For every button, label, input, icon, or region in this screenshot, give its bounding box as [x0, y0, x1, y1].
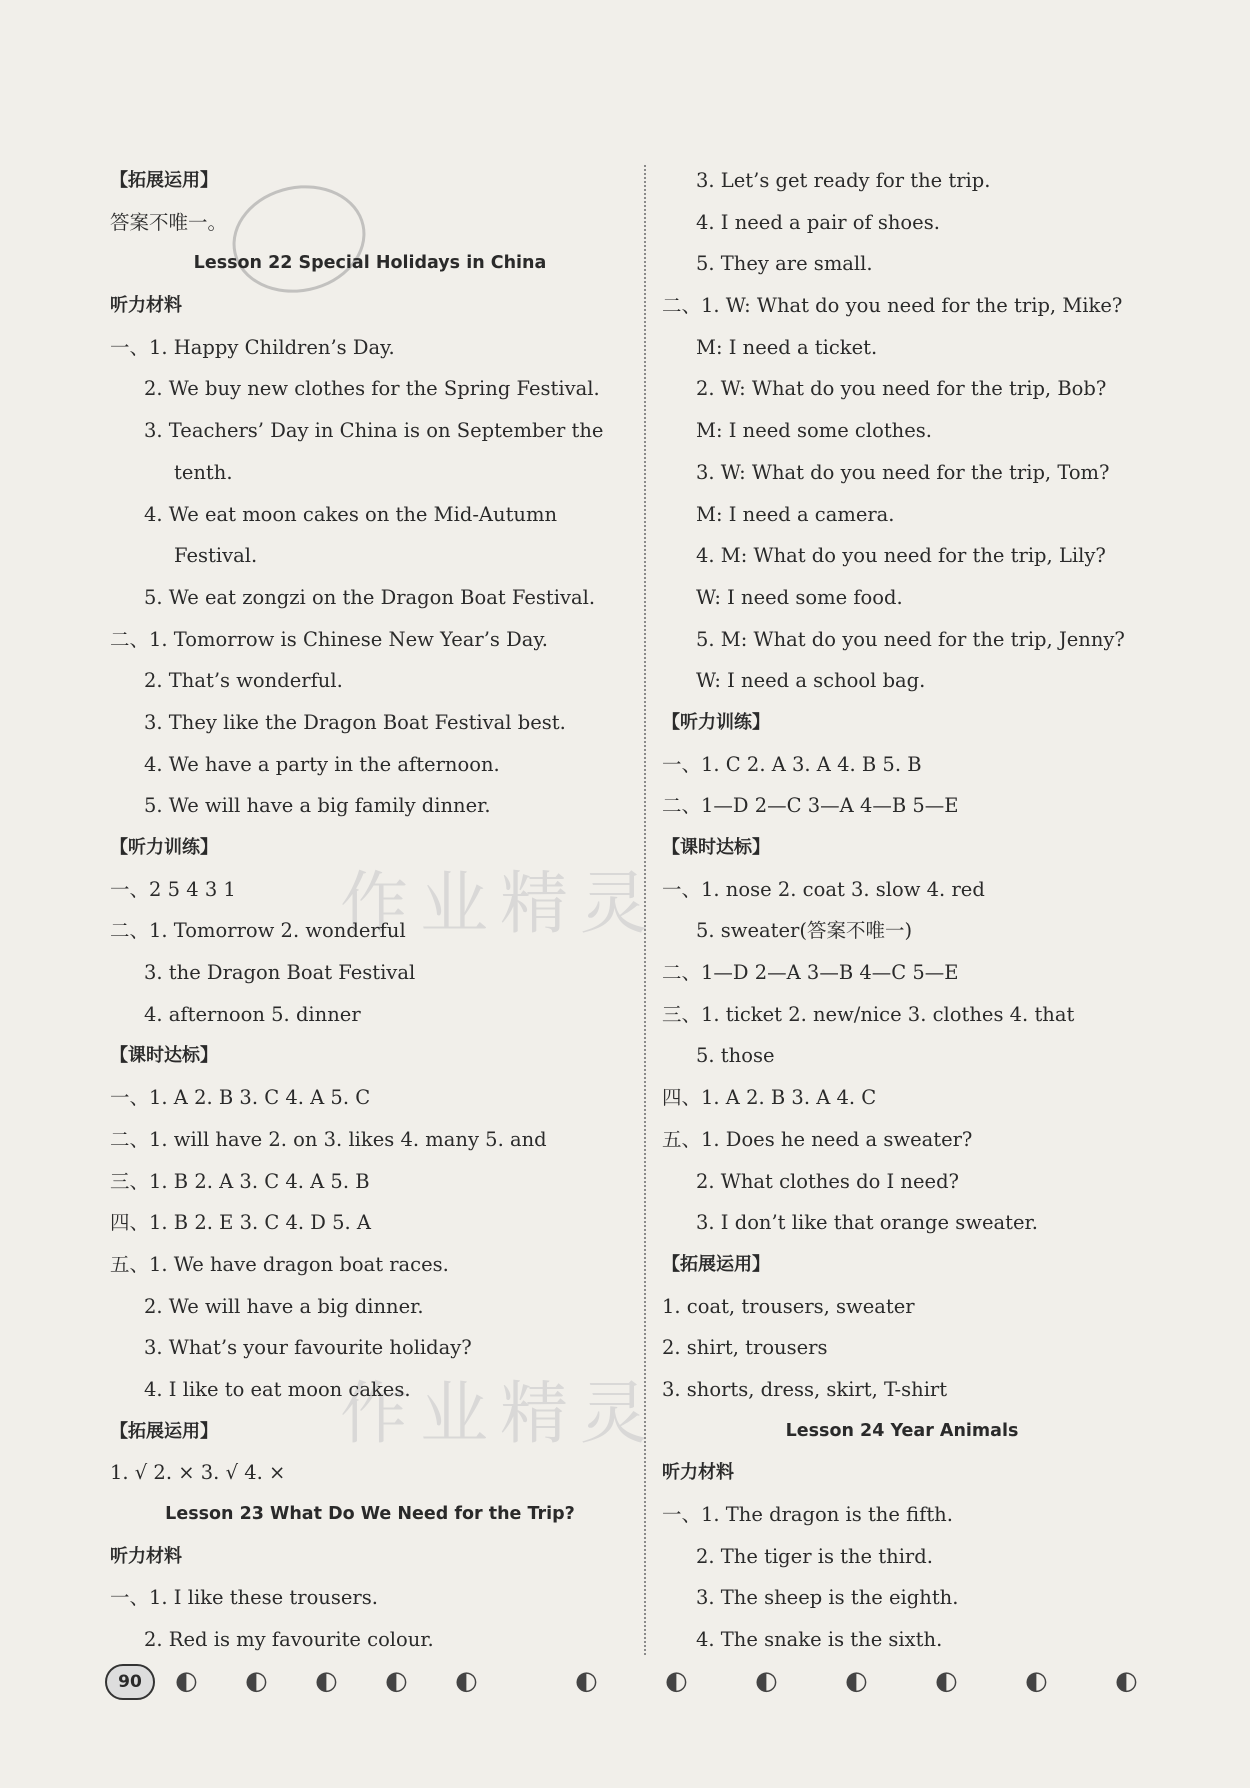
subsection-title: 听力材料: [662, 1462, 734, 1484]
right-answer-line: 5. sweater(答案不唯一): [696, 919, 913, 943]
right-answer-line: 一、1. nose 2. coat 3. slow 4. red: [662, 877, 985, 901]
left-answer-line: 四、1. B 2. E 3. C 4. D 5. A: [110, 1211, 372, 1235]
left-answer-line: 3. Teachers’ Day in China is on September the: [144, 419, 604, 443]
left-answer-line: 一、1. I like these trousers.: [110, 1586, 378, 1610]
lesson-title: Lesson 23 What Do We Need for the Trip?: [165, 1504, 575, 1524]
right-answer-line: M: I need a ticket.: [696, 335, 878, 359]
left-answer-line: 五、1. We have dragon boat races.: [110, 1252, 449, 1276]
left-answer-line: 一、1. Happy Children’s Day.: [110, 335, 395, 359]
right-answer-line: 3. W: What do you need for the trip, Tom?: [696, 460, 1110, 484]
fish-icon: ◐: [1115, 1666, 1138, 1696]
left-column: [110, 160, 630, 1661]
left-answer-line: 一、1. A 2. B 3. C 4. A 5. C: [110, 1086, 371, 1110]
right-column: [662, 160, 1142, 1661]
fish-icon: ◐: [315, 1666, 338, 1696]
left-answer-line: 2. We buy new clothes for the Spring Festival.: [144, 377, 600, 401]
right-answer-line: 二、1—D 2—C 3—A 4—B 5—E: [662, 794, 959, 818]
left-answer-line: 4. We eat moon cakes on the Mid-Autumn: [144, 502, 558, 526]
right-answer-line: 3. The sheep is the eighth.: [696, 1586, 959, 1610]
left-answer-line: 5. We eat zongzi on the Dragon Boat Festival.: [144, 585, 596, 609]
section-header: 【拓展运用】: [662, 1253, 770, 1275]
fish-icon: ◐: [575, 1666, 598, 1696]
page-footer: [105, 1660, 1165, 1710]
column-divider: [644, 165, 646, 1655]
right-answer-line: 5. They are small.: [696, 252, 873, 276]
subsection-title: 听力材料: [110, 1545, 182, 1567]
fish-icon: ◐: [175, 1666, 198, 1696]
right-answer-line: 5. those: [696, 1044, 775, 1068]
right-answer-line: 一、1. The dragon is the fifth.: [662, 1503, 953, 1526]
fish-icon: ◐: [935, 1666, 958, 1696]
section-header: 【拓展运用】: [110, 1420, 218, 1442]
left-answer-line: 二、1. Tomorrow is Chinese New Year’s Day.: [110, 627, 548, 651]
left-answer-line: 二、1. will have 2. on 3. likes 4. many 5. and: [110, 1127, 547, 1151]
right-answer-line: 5. M: What do you need for the trip, Jenny?: [696, 627, 1125, 651]
left-answer-line: 三、1. B 2. A 3. C 4. A 5. B: [110, 1169, 370, 1193]
fish-icon: ◐: [1025, 1666, 1048, 1696]
right-answer-line: 四、1. A 2. B 3. A 4. C: [662, 1086, 877, 1110]
right-answer-line: 2. The tiger is the third.: [696, 1544, 933, 1568]
right-answer-line: 1. coat, trousers, sweater: [662, 1294, 915, 1318]
fish-icon: ◐: [755, 1666, 778, 1696]
section-header: 【听力训练】: [110, 837, 218, 858]
left-answer-line: 2. Red is my favourite colour.: [144, 1628, 434, 1652]
right-answer-line: W: I need a school bag.: [696, 669, 926, 693]
right-answer-line: M: I need a camera.: [696, 502, 895, 526]
right-answer-line: W: I need some food.: [696, 585, 903, 609]
subsection-title: 听力材料: [110, 295, 182, 317]
right-answer-line: 2. shirt, trousers: [662, 1336, 828, 1360]
page-number: 90: [105, 1664, 155, 1700]
fish-icon: ◐: [385, 1666, 408, 1696]
left-answer-line: 1. √ 2. × 3. √ 4. ×: [110, 1461, 286, 1485]
watermark: 作业精灵: [340, 865, 661, 944]
right-answer-line: 4. M: What do you need for the trip, Lily?: [696, 544, 1106, 568]
left-answer-line: 二、1. Tomorrow 2. wonderful: [110, 919, 406, 943]
left-answer-line: 4. We have a party in the afternoon.: [144, 752, 500, 776]
right-answer-line: M: I need some clothes.: [696, 419, 932, 443]
fish-icon: ◐: [845, 1666, 868, 1696]
left-answer-line: tenth.: [174, 460, 233, 484]
left-answer-line: 5. We will have a big family dinner.: [144, 794, 491, 818]
lesson-title: Lesson 22 Special Holidays in China: [193, 253, 547, 274]
left-answer-line: 3. the Dragon Boat Festival: [144, 961, 416, 985]
lesson-title: Lesson 24 Year Animals: [785, 1420, 1019, 1441]
left-answer-line: 一、2 5 4 3 1: [110, 877, 236, 901]
right-answer-line: 2. What clothes do I need?: [696, 1169, 960, 1193]
right-answer-line: 4. I need a pair of shoes.: [696, 210, 940, 234]
left-answer-line: 3. They like the Dragon Boat Festival best.: [144, 710, 566, 734]
section-header: 【听力训练】: [662, 711, 770, 733]
right-answer-line: 2. W: What do you need for the trip, Bob?: [696, 377, 1107, 401]
right-answer-line: 3. shorts, dress, skirt, T-shirt: [662, 1377, 948, 1401]
section-header: 【拓展运用】: [110, 170, 218, 191]
watermark: 作业精灵: [340, 1375, 661, 1454]
right-answer-line: 3. I don’t like that orange sweater.: [696, 1211, 1038, 1235]
right-answer-line: 三、1. ticket 2. new/nice 3. clothes 4. that: [662, 1002, 1075, 1026]
left-answer-line: 答案不唯一。: [110, 210, 228, 234]
left-answer-line: 4. afternoon 5. dinner: [144, 1002, 361, 1026]
right-answer-line: 一、1. C 2. A 3. A 4. B 5. B: [662, 752, 922, 776]
right-answer-line: 4. The snake is the sixth.: [696, 1628, 943, 1652]
left-answer-line: 2. That’s wonderful.: [144, 669, 343, 693]
fish-icon: ◐: [665, 1666, 688, 1696]
fish-icon: ◐: [455, 1666, 478, 1696]
left-answer-line: 2. We will have a big dinner.: [144, 1294, 424, 1318]
right-answer-line: 二、1—D 2—A 3—B 4—C 5—E: [662, 961, 959, 985]
section-header: 【课时达标】: [662, 837, 770, 858]
right-answer-line: 五、1. Does he need a sweater?: [662, 1127, 973, 1151]
fish-icon: ◐: [245, 1666, 268, 1696]
left-answer-line: Festival.: [174, 544, 258, 568]
right-answer-line: 3. Let’s get ready for the trip.: [696, 169, 991, 192]
left-answer-line: 3. What’s your favourite holiday?: [144, 1336, 472, 1360]
section-header: 【课时达标】: [110, 1045, 218, 1067]
left-answer-line: 4. I like to eat moon cakes.: [144, 1377, 411, 1401]
right-answer-line: 二、1. W: What do you need for the trip, Mike?: [662, 294, 1123, 318]
